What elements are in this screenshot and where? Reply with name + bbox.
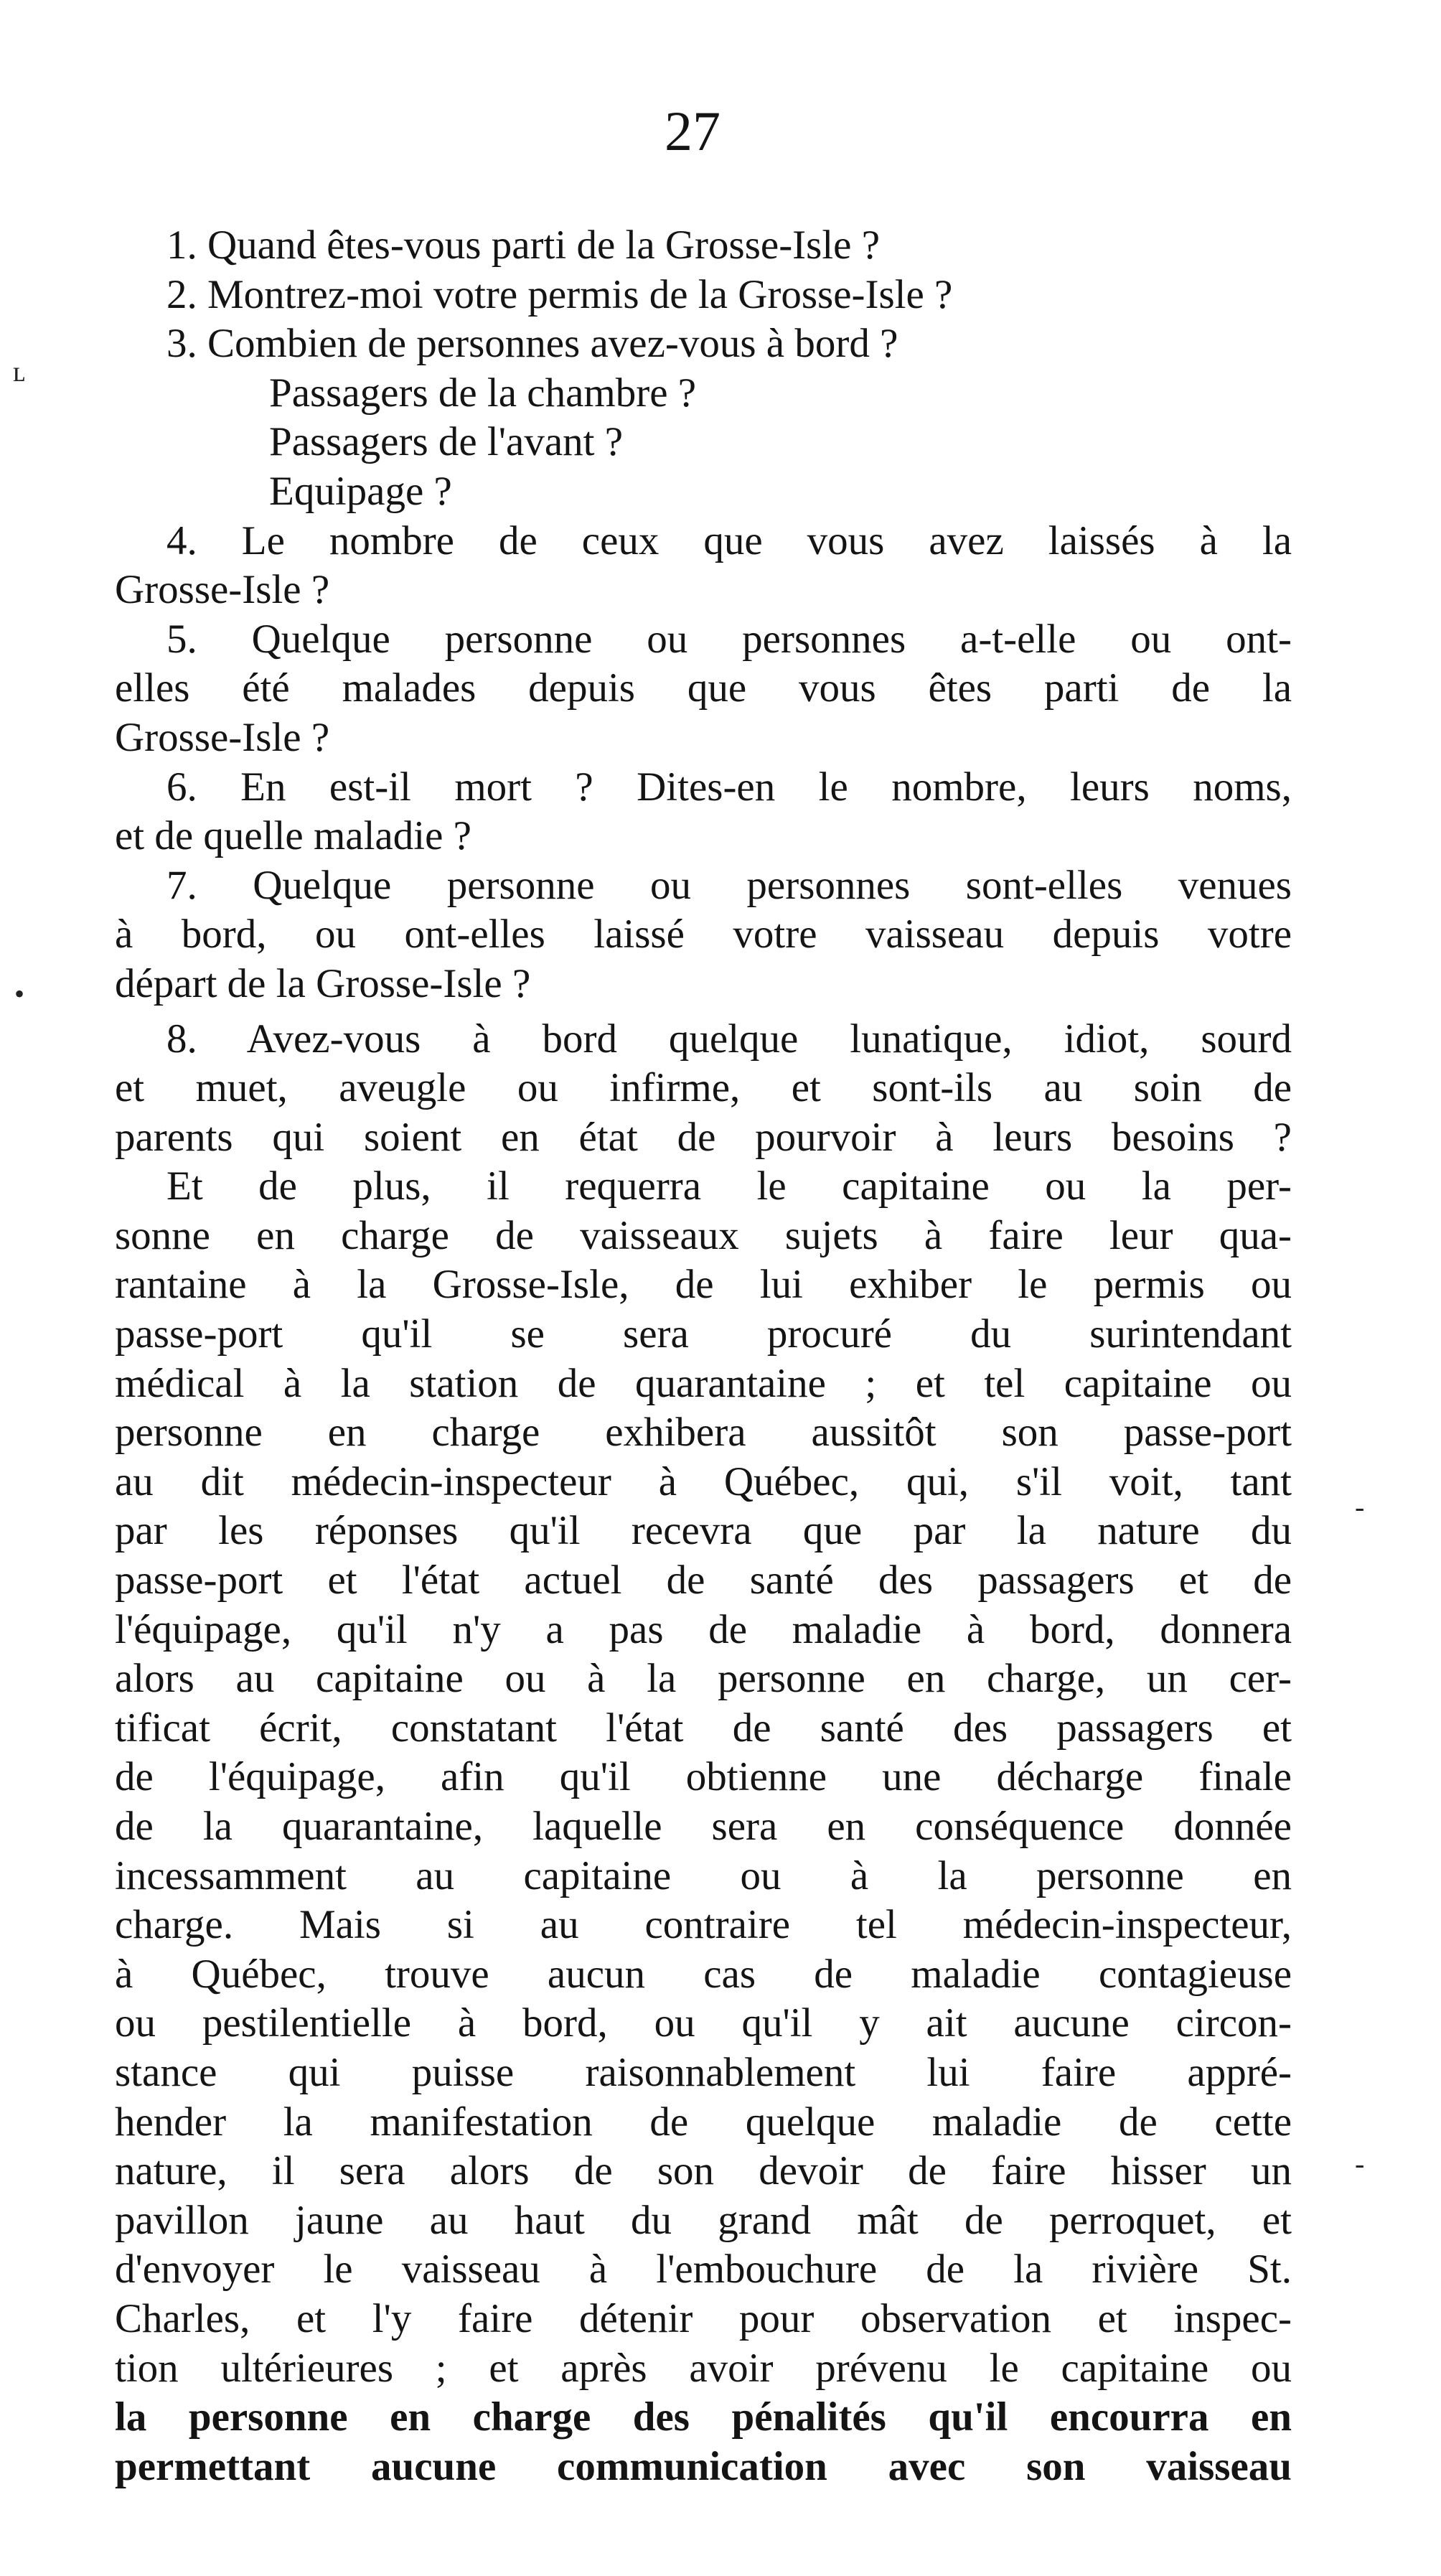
text-line: la personne en charge des pénalités qu'il encourra en	[115, 2394, 1292, 2440]
sub-question: Passagers de la chambre ?	[269, 370, 697, 416]
text-line: pavillon jaune au haut du grand mât de perroquet, et	[115, 2197, 1292, 2243]
margin-mark: •	[14, 978, 25, 1010]
text-line: d'envoyer le vaisseau à l'embouchure de la rivière St.	[115, 2247, 1292, 2292]
text-line: à bord, ou ont-elles laissé votre vaisseau depuis votre	[115, 912, 1292, 957]
text-line: parents qui soient en état de pourvoir à leurs besoins ?	[115, 1114, 1292, 1160]
text-line: hender la manifestation de quelque maladie de cette	[115, 2099, 1292, 2145]
question-6: 6. En est-il mort ? Dites-en le nombre, leurs noms,	[166, 764, 1292, 810]
text-line: alors au capitaine ou à la personne en charge, un cer-	[115, 1656, 1292, 1702]
margin-mark: -	[1355, 1491, 1365, 1523]
text-line: permettant aucune communication avec son vaisseau	[115, 2443, 1292, 2489]
text-line: médical à la station de quarantaine ; et tel capitaine ou	[115, 1360, 1292, 1406]
text-line: départ de la Grosse-Isle ?	[115, 960, 531, 1006]
text-line: personne en charge exhibera aussitôt son passe-port	[115, 1410, 1292, 1456]
paragraph-start: Et de plus, il requerra le capitaine ou la per-	[166, 1163, 1292, 1209]
text-line: l'équipage, qu'il n'y a pas de maladie à bord, donnera	[115, 1606, 1292, 1652]
text-line: nature, il sera alors de son devoir de faire hisser un	[115, 2148, 1292, 2194]
text-line: sonne en charge de vaisseaux sujets à faire leur qua-	[115, 1212, 1292, 1258]
question-5: 5. Quelque personne ou personnes a-t-elle ou ont-	[166, 616, 1292, 662]
question-2: 2. Montrez-moi votre permis de la Grosse-Isle ?	[166, 271, 953, 317]
margin-mark: -	[1355, 2148, 1365, 2180]
text-line: Grosse-Isle ?	[115, 567, 330, 613]
page-number: 27	[665, 100, 720, 162]
text-line: stance qui puisse raisonnablement lui faire appré-	[115, 2049, 1292, 2095]
text-line: elles été malades depuis que vous êtes parti de la	[115, 665, 1292, 711]
question-8: 8. Avez-vous à bord quelque lunatique, idiot, sourd	[166, 1016, 1292, 1062]
body-text	[115, 221, 1292, 2491]
text-line: de l'équipage, afin qu'il obtienne une décharge finale	[115, 1754, 1292, 1800]
text-line: à Québec, trouve aucun cas de maladie contagieuse	[115, 1951, 1292, 1997]
text-line: tificat écrit, constatant l'état de santé des passagers et	[115, 1705, 1292, 1751]
text-line: rantaine à la Grosse-Isle, de lui exhiber le permis ou	[115, 1262, 1292, 1308]
question-4: 4. Le nombre de ceux que vous avez laissés à la	[166, 517, 1292, 563]
text-line: de la quarantaine, laquelle sera en conséquence donnée	[115, 1804, 1292, 1849]
text-line: tion ultérieures ; et après avoir prévenu le capitaine ou	[115, 2345, 1292, 2391]
sub-question: Passagers de l'avant ?	[269, 419, 624, 465]
question-3: 3. Combien de personnes avez-vous à bord ?	[166, 321, 898, 367]
text-line: au dit médecin-inspecteur à Québec, qui, s'il voit, tant	[115, 1458, 1292, 1504]
sub-question: Equipage ?	[269, 468, 452, 514]
text-line: par les réponses qu'il recevra que par la nature du	[115, 1508, 1292, 1554]
text-line: charge. Mais si au contraire tel médecin-inspecteur,	[115, 1902, 1292, 1948]
text-line: passe-port et l'état actuel de santé des passagers et de	[115, 1558, 1292, 1603]
question-7: 7. Quelque personne ou personnes sont-elles venues	[166, 862, 1292, 908]
margin-mark: ʟ	[13, 355, 26, 388]
text-line: Grosse-Isle ?	[115, 714, 330, 760]
text-line: ou pestilentielle à bord, ou qu'il y ait aucune circon-	[115, 2000, 1292, 2046]
question-1: 1. Quand êtes-vous parti de la Grosse-Isle ?	[166, 223, 881, 268]
text-line: passe-port qu'il se sera procuré du surintendant	[115, 1311, 1292, 1357]
text-line: Charles, et l'y faire détenir pour observation et inspec-	[115, 2295, 1292, 2341]
text-line: et de quelle maladie ?	[115, 813, 471, 859]
text-line: incessamment au capitaine ou à la personne en	[115, 1853, 1292, 1898]
text-line: et muet, aveugle ou infirme, et sont-ils au soin de	[115, 1065, 1292, 1111]
